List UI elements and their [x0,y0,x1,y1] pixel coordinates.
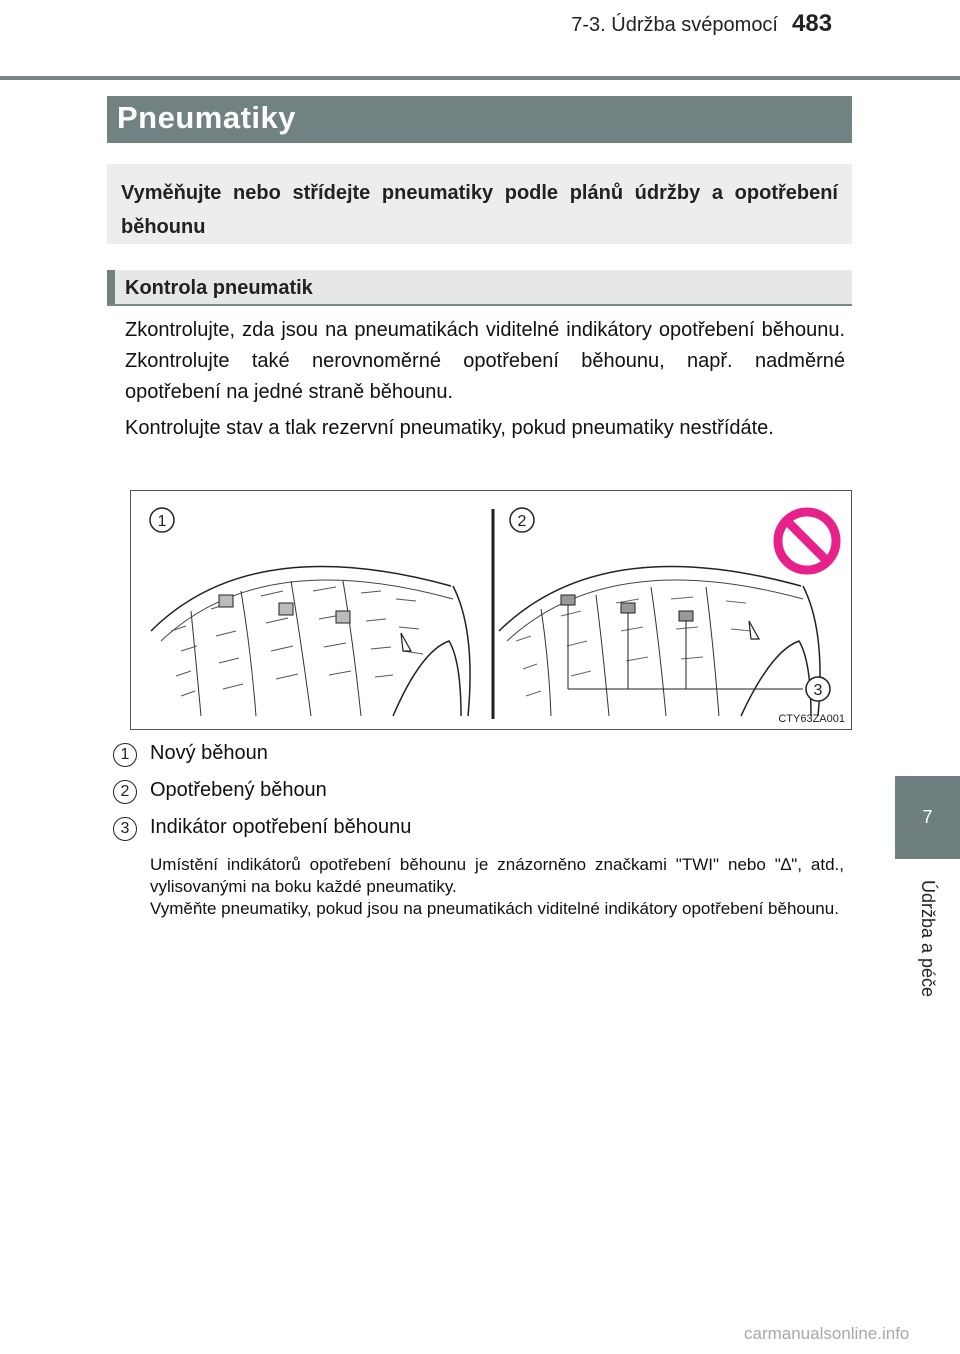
tire-illustration [131,491,853,731]
paragraph-spare-tire: Kontrolujte stav a tlak rezervní pneumatiky, pokud pneumatiky nestřídáte. [125,417,774,439]
watermark: carmanualsonline.info [744,1324,910,1343]
new-tread-drawing [151,566,470,716]
callout-1 [150,508,174,532]
callout-2-label: 2 [517,513,527,530]
callout-3 [806,677,830,701]
chapter-title: Údržba a péče [918,879,939,997]
running-header: 7-3. Údržba svépomocí [571,14,778,36]
page-title: Pneumatiky [117,100,297,135]
callout-3-label: 3 [813,682,823,699]
page-number: 483 [792,10,833,37]
chapter-tab[interactable] [895,776,960,859]
heading-marker [107,270,115,304]
prohibition-icon [778,512,836,570]
tire-figure [130,490,852,730]
intro-box: Vyměňujte nebo střídejte pneumatiky podle plánů údržby a opotřebení běhounu [107,164,852,244]
chapter-side-label [895,868,960,1008]
chapter-number: 7 [922,807,933,827]
header-rule [0,76,960,80]
callout-2 [510,508,534,532]
section-heading-bar [107,270,852,306]
legend-text: Indikátor opotřebení běhounu [150,816,412,838]
figure-code: CTY63ZA001 [778,713,845,725]
title-bar [107,96,852,143]
note [150,854,844,920]
paragraph-tread-check: Zkontrolujte, zda jsou na pneumatikách viditelné indikátory opotřebení běhounu. Zkontrolujte také nerovnoměrné opotřebení běhounu, např. nadměrné opotřebení na jedné straně běhounu. [125,319,845,403]
legend-number: 1 [113,743,137,767]
section-heading: Kontrola pneumatik [125,277,313,299]
note-line: Vyměňte pneumatiky, pokud jsou na pneumatikách viditelné indikátory opotřebení běhounu. [150,899,839,918]
legend-text: Opotřebený běhoun [150,779,327,801]
legend-number: 3 [113,817,137,841]
callout-1-label: 1 [157,513,167,530]
legend-number: 2 [113,780,137,804]
note-line: Umístění indikátorů opotřebení běhounu je znázorněno značkami "TWI" nebo "∆", atd., vylisovanými na boku každé pneumatiky. [150,855,844,896]
worn-tread-drawing [499,566,820,716]
legend-text: Nový běhoun [150,742,268,764]
